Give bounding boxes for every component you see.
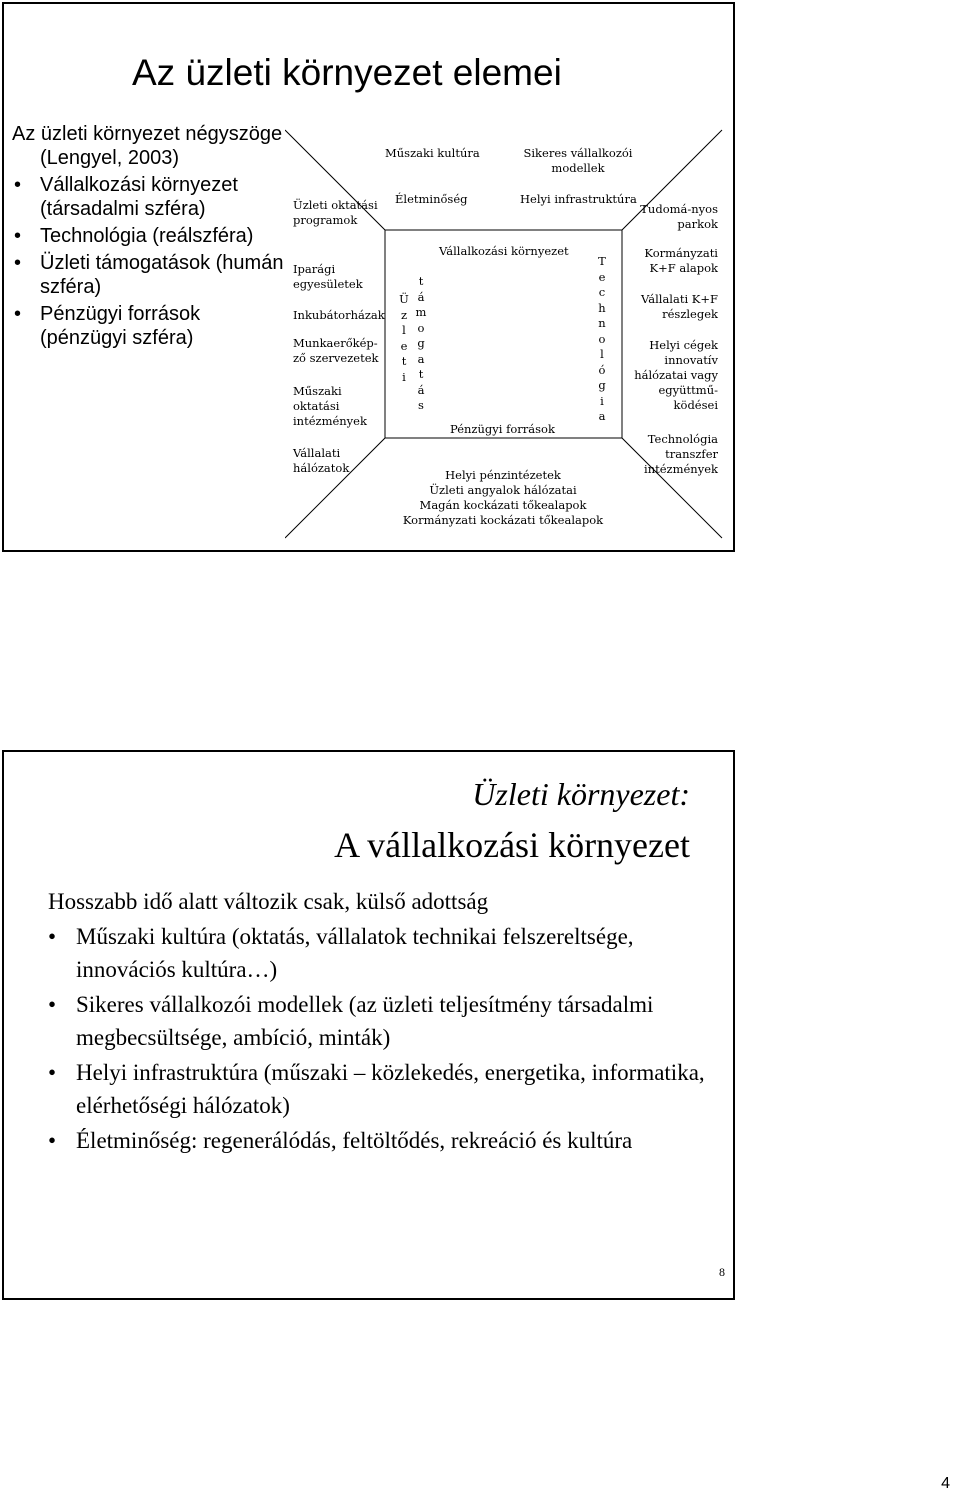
bullet-icon: •: [14, 303, 22, 325]
diagram-vertical-uzleti: Ü z l e t i: [399, 292, 409, 384]
bullet-icon: •: [14, 225, 22, 247]
slide-1-title: Az üzleti környezet elemei: [132, 52, 562, 93]
slide-2-bullet-list: [48, 920, 708, 1157]
list-item: • Életminőség: regenerálódás, feltöltődés, rekreáció és kultúra: [48, 1124, 708, 1157]
diagram-left-item: Inkubátorházak: [293, 308, 385, 322]
diagram-vertical-technologia: T e c h n o l ó g i a: [598, 254, 606, 423]
diagram-label-penzugyi-forrasok: Pénzügyi források: [450, 422, 555, 436]
list-item: • Pénzügyi források (pénzügyi szféra): [14, 303, 201, 349]
diagram-right-item: Tudomá-nyos parkok: [640, 202, 718, 231]
slide-number: 8: [719, 1265, 725, 1279]
diagram-right-item: Helyi cégek innovatív hálózatai vagy együttmű-ködései: [634, 338, 718, 412]
diagram-bottom-item: Magán kockázati tőkealapok: [419, 498, 587, 512]
slide-2-body: [48, 885, 708, 1157]
slide-2: [2, 750, 735, 1300]
bullet-icon: •: [48, 1128, 57, 1153]
list-item: • Sikeres vállalkozói modellek (az üzleti teljesítmény társadalmi megbecsültsége, ambíció, minták): [48, 988, 708, 1054]
slide-1-bullet-list: [12, 173, 284, 350]
list-item: • Helyi infrastruktúra (műszaki – közlekedés, energetika, informatika, elérhetőségi hálózatok): [48, 1056, 708, 1122]
diagram-vertical-tamogatas: t á m o g a t á s: [415, 274, 427, 412]
list-item: • Technológia (reálszféra): [14, 225, 254, 247]
diagram-label-sikeres-modellek: Sikeres vállalkozói modellek: [523, 146, 633, 175]
list-item: • Vállalkozási környezet (társadalmi szféra): [14, 174, 238, 220]
diagram-label-eletminoseg: Életminőség: [395, 192, 468, 206]
slide-2-title: A vállalkozási környezet: [334, 825, 690, 865]
bullet-icon: •: [48, 992, 57, 1017]
diagram-left-item: Vállalati hálózatok: [293, 446, 350, 475]
diagram-right-item: Kormányzati K+F alapok: [644, 246, 718, 275]
diagram-left-item: Üzleti oktatási programok: [293, 198, 378, 227]
list-item: • Műszaki kultúra (oktatás, vállalatok technikai felszereltsége, innovációs kultúra…): [48, 920, 708, 986]
diagram-left-item: Műszaki oktatási intézmények: [293, 384, 367, 428]
diagram-left-bracket: [285, 130, 385, 538]
bullet-icon: •: [14, 252, 22, 274]
diagram-left-item: Iparági egyesületek: [293, 262, 363, 291]
slide-2-intro: Hosszabb idő alatt változik csak, külső adottság: [48, 889, 489, 914]
diagram-bottom-item: Kormányzati kockázati tőkealapok: [402, 513, 604, 527]
bullet-icon: •: [48, 924, 57, 949]
slide-1: [2, 2, 735, 552]
diagram-left-item: Munkaerőkép-ző szervezetek: [293, 336, 379, 365]
diagram-label-muszaki-kultura: Műszaki kultúra: [385, 146, 480, 160]
diagram-right-item: Vállalati K+F részlegek: [640, 292, 718, 321]
diagram-label-infrastruktura: Helyi infrastruktúra: [520, 192, 637, 206]
slide-2-title-italic: Üzleti környezet:: [472, 776, 690, 812]
slide-1-intro: Az üzleti környezet négyszöge (Lengyel, 2003): [12, 123, 283, 169]
list-item: • Üzleti támogatások (humán szféra): [14, 252, 284, 298]
business-environment-diagram: [285, 126, 725, 542]
diagram-bottom-item: Üzleti angyalok hálózatai: [429, 483, 577, 497]
diagram-right-item: Technológia transzfer intézmények: [644, 432, 718, 476]
bullet-icon: •: [14, 174, 22, 196]
diagram-bottom-item: Helyi pénzintézetek: [445, 468, 561, 482]
slide-1-text: [12, 122, 284, 350]
bullet-icon: •: [48, 1060, 57, 1085]
page-number: 4: [941, 1475, 950, 1492]
diagram-label-vallalkozasi-kornyezet: Vállalkozási környezet: [439, 244, 569, 258]
